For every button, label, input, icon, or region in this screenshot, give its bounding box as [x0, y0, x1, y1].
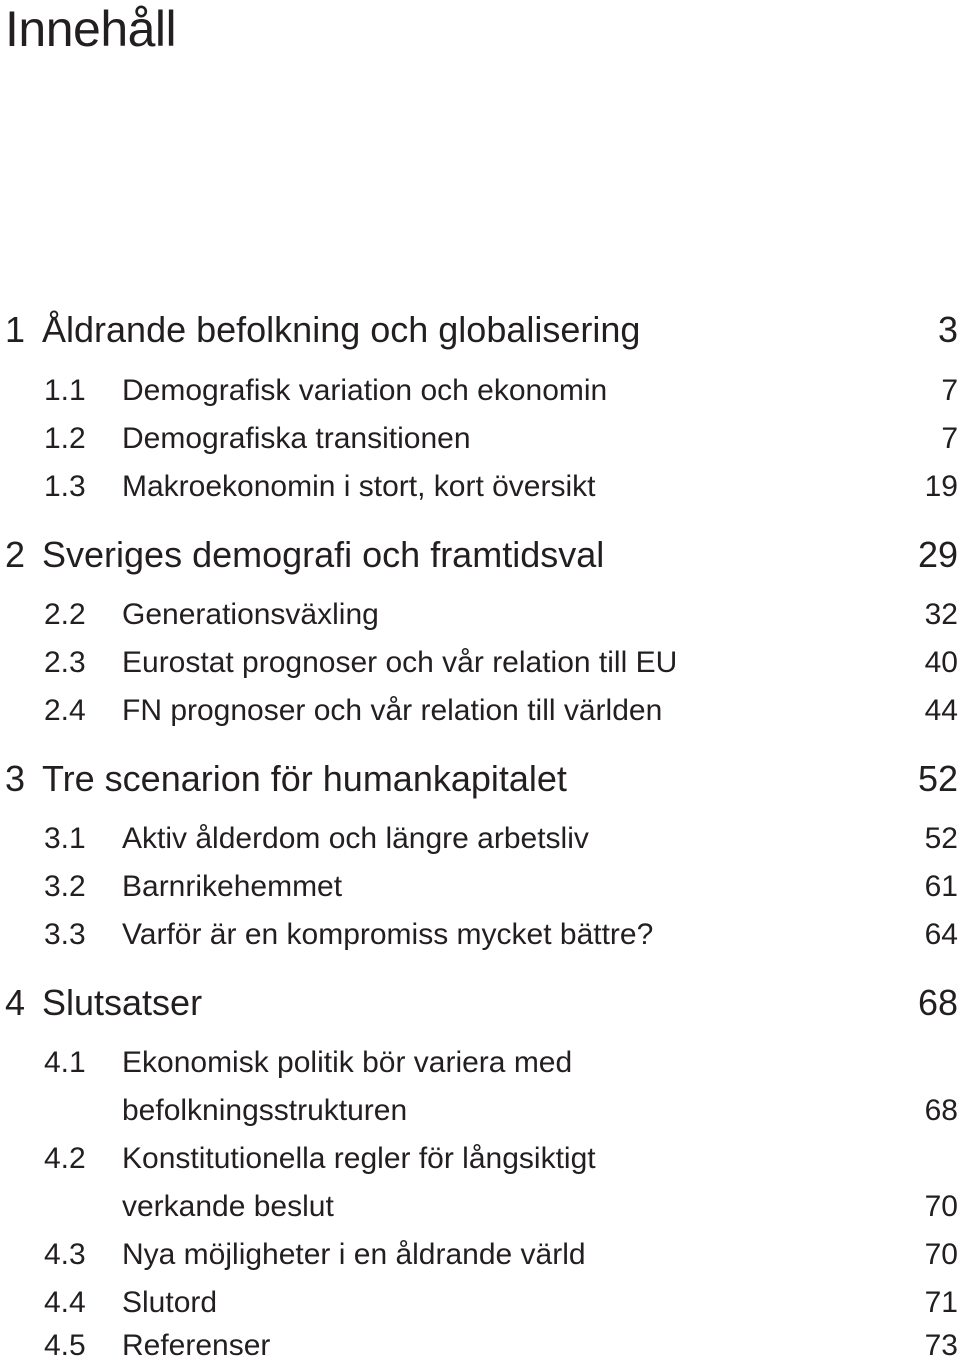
toc-entry-page: 40: [924, 646, 958, 679]
toc-entry-title: Referenser: [122, 1329, 271, 1362]
toc-entry-title: verkande beslut: [122, 1190, 334, 1223]
toc-entry-title: Nya möjligheter i en åldrande värld: [122, 1238, 586, 1271]
toc-entry-number: 3: [5, 758, 26, 799]
toc-entry-title: Generationsväxling: [122, 598, 379, 631]
toc-entry-number: 1.1: [44, 374, 86, 407]
toc-entry-number: 1.2: [44, 422, 86, 455]
page-title: Innehåll: [5, 1, 177, 57]
toc-entry-page: 52: [917, 758, 958, 799]
toc-entry-page: 52: [924, 822, 958, 855]
toc-entry-page: 7: [941, 422, 958, 455]
toc-entry-page: 7: [941, 374, 958, 407]
toc-entry-number: 2.4: [44, 694, 86, 727]
toc-entry-title: Aktiv ålderdom och längre arbetsliv: [122, 822, 589, 855]
toc-entry-number: 4.3: [44, 1238, 86, 1271]
toc-entry-number: 3.2: [44, 870, 86, 903]
toc-entry-number: 2.3: [44, 646, 86, 679]
toc-entry-number: 4: [5, 982, 26, 1023]
toc-entry-number: 2.2: [44, 598, 86, 631]
toc-entry-title: befolkningsstrukturen: [122, 1094, 408, 1127]
toc-entry-number: 4.4: [44, 1286, 86, 1319]
toc-entry-title: Sveriges demografi och framtidsval: [42, 534, 605, 575]
toc-entry-title: Barnrikehemmet: [122, 870, 343, 903]
toc-entry-page: 3: [937, 309, 958, 350]
toc-entry-page: 44: [924, 694, 958, 727]
toc-entry-number: 2: [5, 534, 26, 575]
toc-entry-title: Demografiska transitionen: [122, 422, 471, 455]
toc-entry-page: 70: [924, 1190, 958, 1223]
toc-entry-number: 1.3: [44, 470, 86, 503]
toc-entry-title: Varför är en kompromiss mycket bättre?: [122, 918, 654, 951]
toc-entry-title: Demografisk variation och ekonomin: [122, 374, 608, 407]
toc-entry-number: 1: [5, 309, 26, 350]
toc-entry-title: Makroekonomin i stort, kort översikt: [122, 470, 596, 503]
toc-entry-number: 4.5: [44, 1329, 86, 1362]
toc-entry-title: Ekonomisk politik bör variera med: [122, 1046, 573, 1079]
toc-entry-page: 29: [917, 534, 958, 575]
toc-entry-title: Slutsatser: [42, 982, 203, 1023]
toc-entry-number: 3.3: [44, 918, 86, 951]
toc-entry-page: 73: [924, 1329, 958, 1362]
toc-entry-page: 68: [917, 982, 958, 1023]
toc-entry-page: 70: [924, 1238, 958, 1271]
toc-entry-number: 4.2: [44, 1142, 86, 1175]
toc-entry-page: 32: [924, 598, 958, 631]
toc-entry-page: 19: [924, 470, 958, 503]
toc-entry-page: 64: [924, 918, 958, 951]
toc-entry-page: 68: [924, 1094, 958, 1127]
toc-entry-title: Eurostat prognoser och vår relation till EU: [122, 646, 678, 679]
toc-entry-title: Åldrande befolkning och globalisering: [42, 309, 641, 350]
toc-entry-title: Konstitutionella regler för långsiktigt: [122, 1142, 596, 1175]
toc-entry-title: FN prognoser och vår relation till världen: [122, 694, 663, 727]
toc-entry-page: 61: [924, 870, 958, 903]
toc-entry-title: Tre scenarion för humankapitalet: [42, 758, 567, 799]
toc-entry-title: Slutord: [122, 1286, 218, 1319]
toc-entry-number: 3.1: [44, 822, 86, 855]
toc-entry-number: 4.1: [44, 1046, 86, 1079]
toc-entry-page: 71: [924, 1286, 958, 1319]
